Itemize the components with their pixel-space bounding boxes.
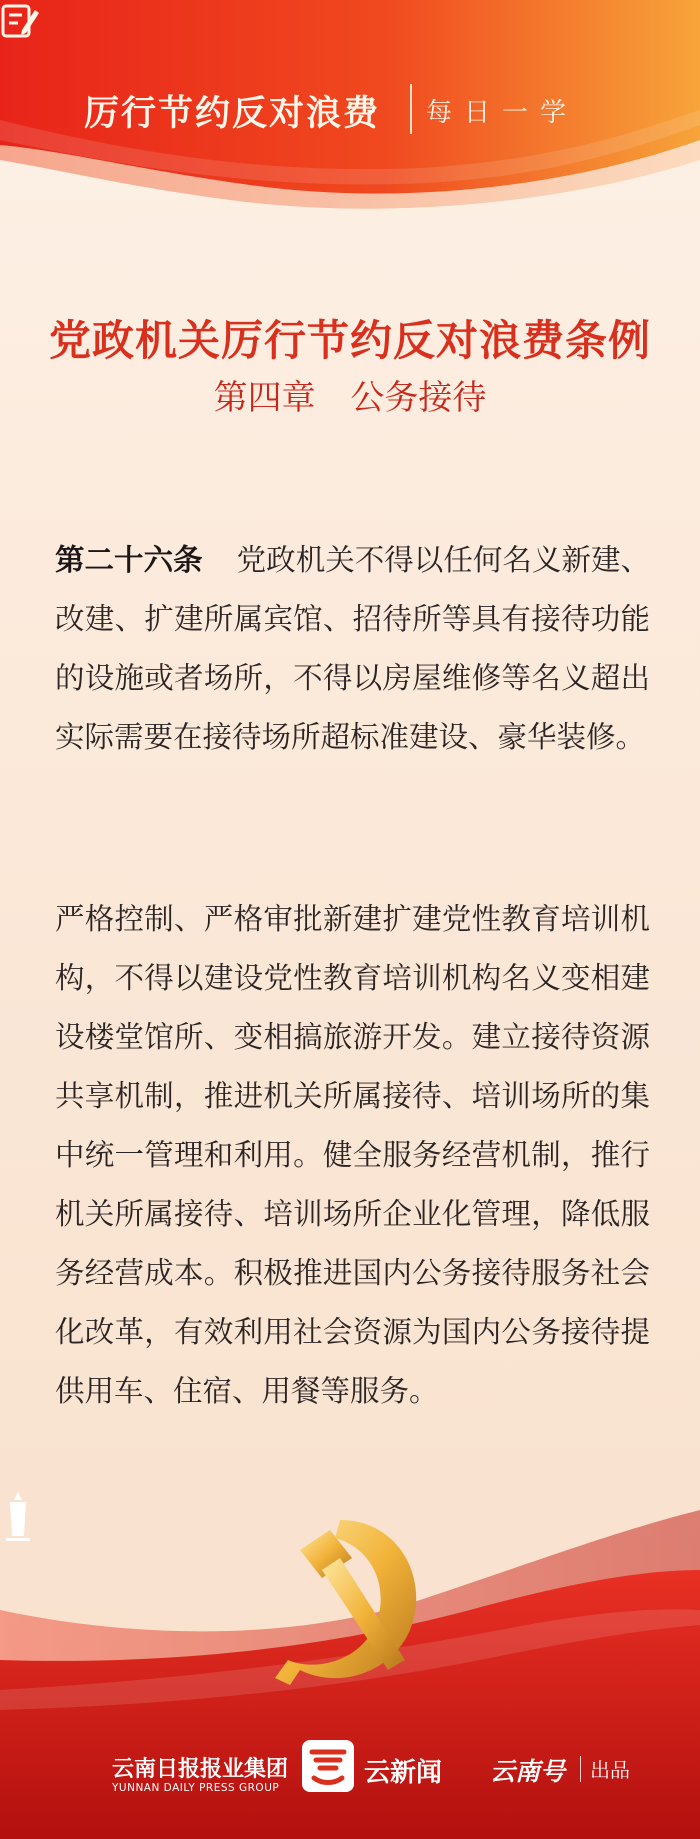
brand-press-group: 云南日报报业集团 — [112, 1756, 289, 1782]
chapter-heading — [0, 370, 700, 419]
yun-news-logo-icon — [302, 1740, 354, 1792]
article-paragraph-2: 严格控制、严格审批新建扩建党性教育培训机构，不得以建设党性教育培训机构名义变相建设楼堂馆所、变相搞旅游开发。建立接待资源共享机制，推进机关所属接待、培训场所的集中统一管理和利用。健全服务经营机制，推行机关所属接待、培训场所企业化管理，降低服务经营成本。积极推进国内公务接待服务社会化改革，有效利用社会资源为国内公务接待提供用车、住宿、用餐等服务。 — [55, 902, 650, 1408]
header-title: 厉行节约反对浪费 — [84, 93, 381, 134]
brand-yun-news: 云新闻 — [364, 1758, 443, 1788]
footer-divider — [580, 1756, 581, 1782]
header-banner — [0, 0, 700, 230]
paragraph-1-text: 党政机关不得以任何名义新建、改建、扩建所属宾馆、招待所等具有接待功能的设施或者场所，不得以房屋维修等名义超出实际需要在接待场所超标准建设、豪华装修。 — [55, 543, 650, 754]
edit-icon — [0, 0, 40, 40]
header-divider — [410, 84, 412, 134]
document-title: 党政机关厉行节约反对浪费条例 — [48, 316, 651, 365]
brand-yunnan-hao: 云南号 — [490, 1757, 566, 1786]
produced-by-label: 出品 — [590, 1758, 630, 1782]
header-subtitle: 每日一学 — [426, 98, 579, 128]
brand-press-group-en: YUNNAN DAILY PRESS GROUP — [112, 1782, 280, 1794]
press-group-logo-icon — [0, 1490, 36, 1542]
chapter-title: 公务接待 — [350, 378, 487, 418]
article-paragraph-1 — [55, 531, 650, 767]
chapter-number: 第四章 — [213, 378, 316, 418]
footer-banner — [0, 1490, 700, 1839]
article-label: 第二十六条 — [55, 543, 203, 577]
